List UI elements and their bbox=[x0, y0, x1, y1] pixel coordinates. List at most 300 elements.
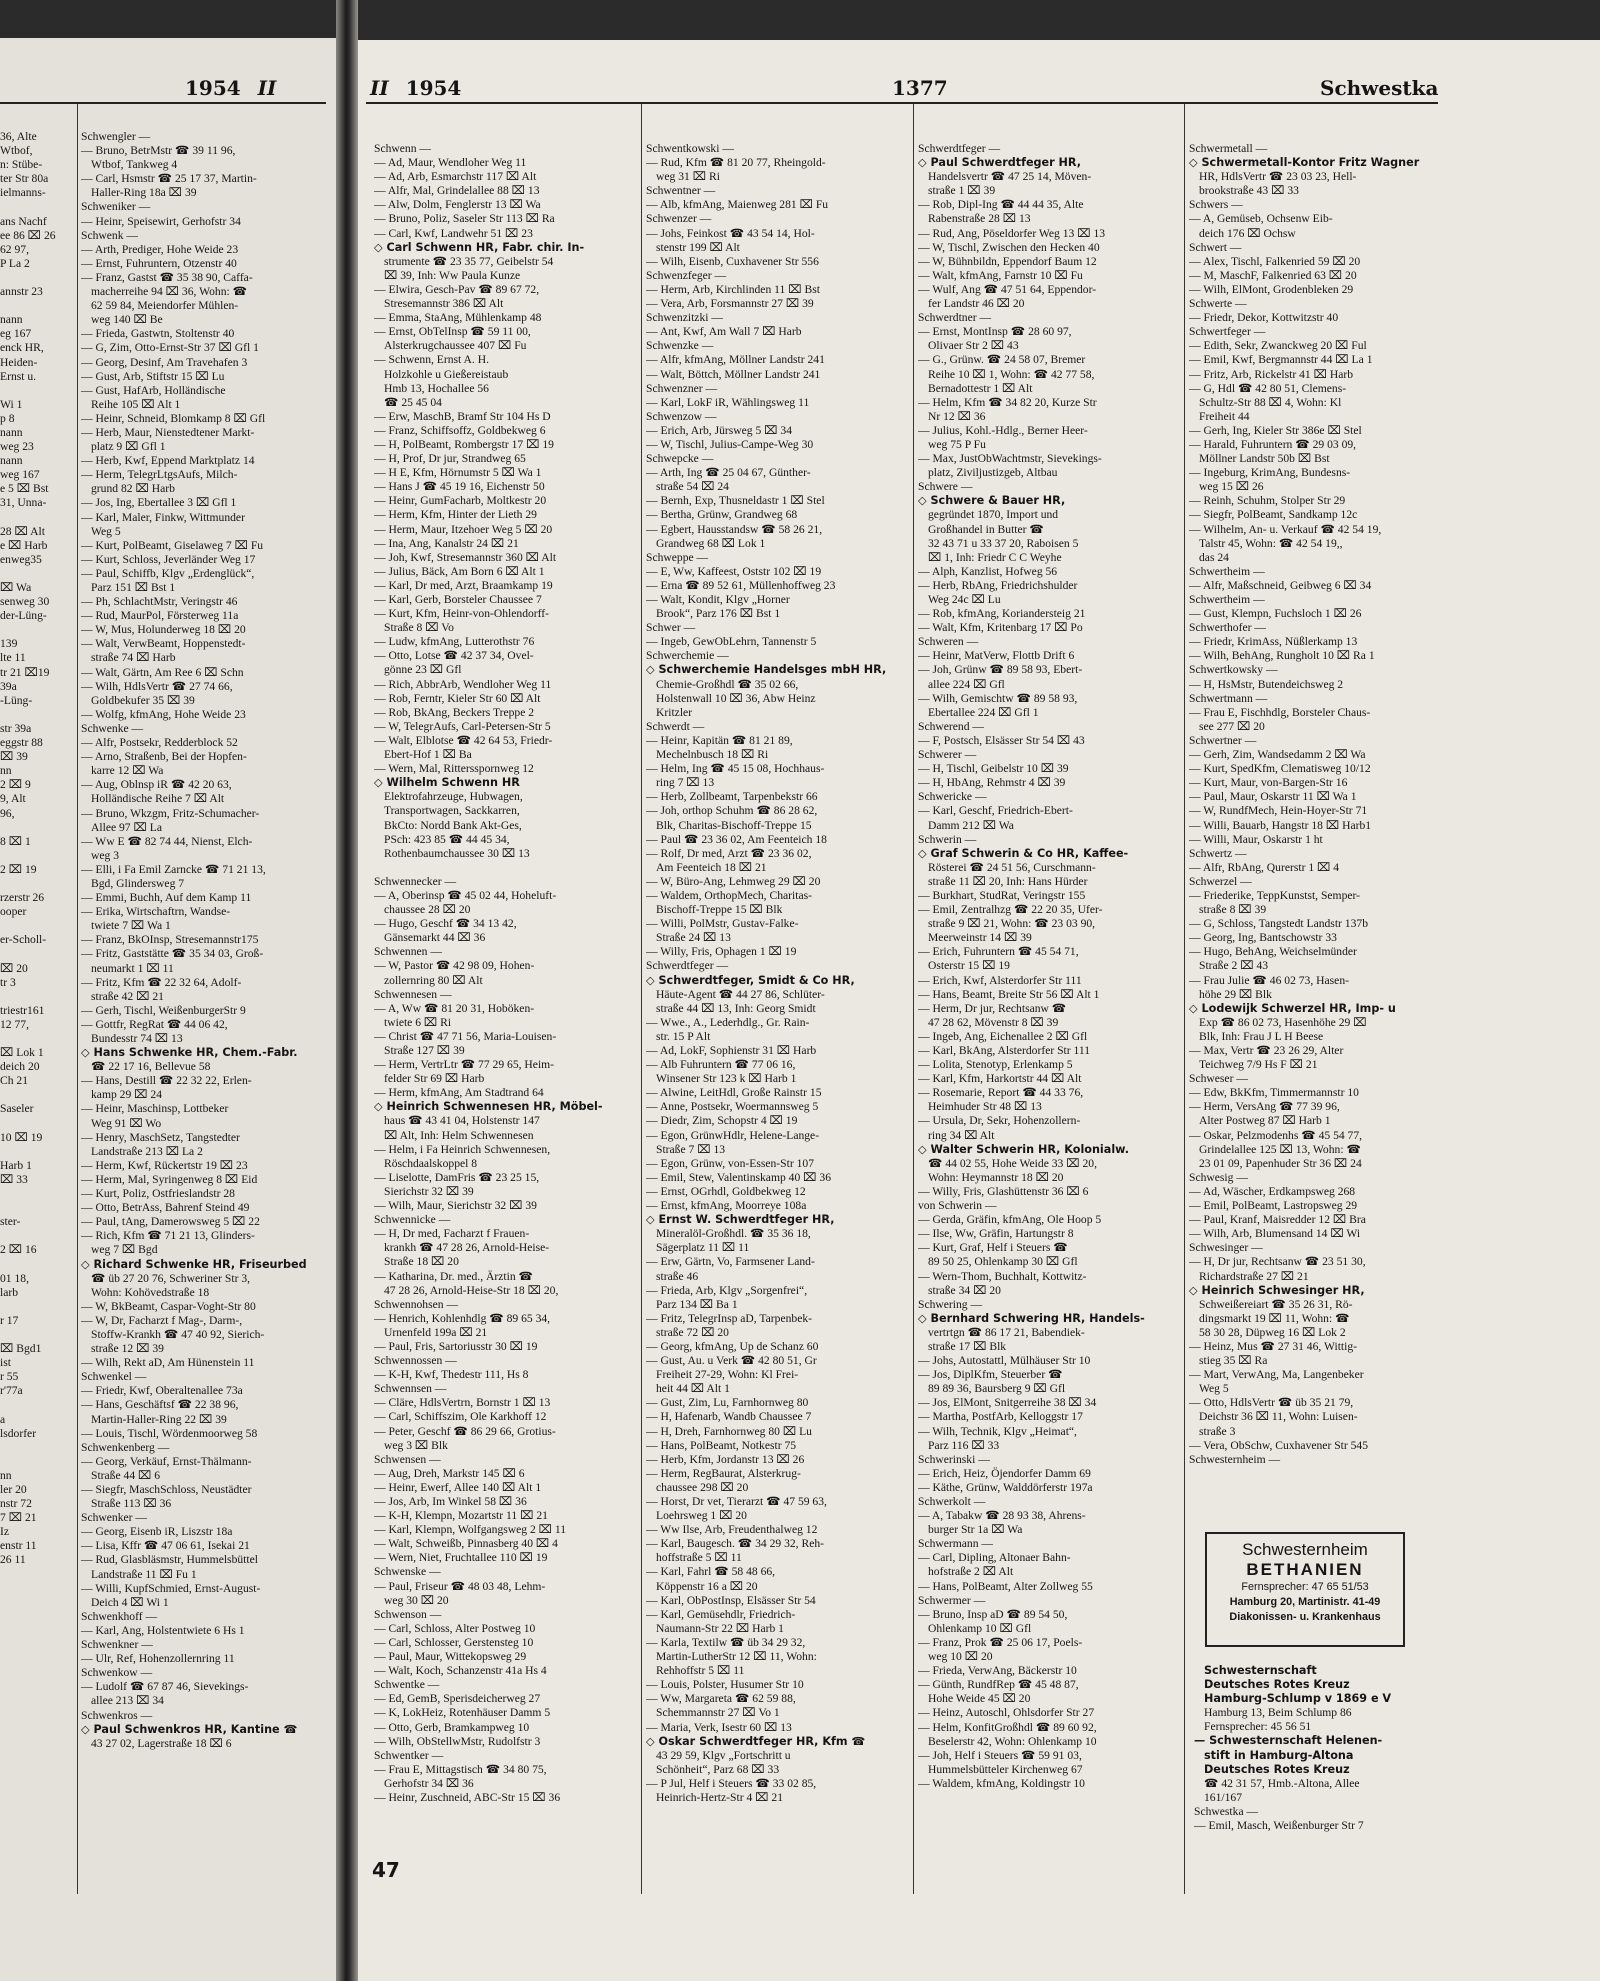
listing-line: — Alb, kfmAng, Maienweg 281 ⌧ Fu bbox=[646, 198, 829, 212]
listing-line: ee 86 ⌧ 26 bbox=[0, 228, 56, 242]
listing-line: Freiheit 44 bbox=[1199, 409, 1250, 423]
listing-line: — Walt, Kondit, Klgv „Horner bbox=[646, 593, 790, 606]
listing-line: Schwestka — bbox=[1194, 1804, 1259, 1818]
listing-line: straße 9 ⌧ 21, Wohn: ☎ 23 03 90, bbox=[928, 917, 1096, 931]
listing-line: nn bbox=[0, 764, 12, 778]
listing-line: — W, TelegrAufs, Carl-Petersen-Str 5 bbox=[374, 719, 551, 733]
listing-line: — Siegfr, MaschSchloss, Neustädter bbox=[81, 1483, 252, 1496]
listing-line bbox=[0, 1455, 73, 1469]
listing-line: — Friedr, Dekor, Kottwitzstr 40 bbox=[1189, 311, 1339, 325]
listing-line: 7 ⌧ 21 bbox=[0, 1511, 37, 1525]
listing-line: see 277 ⌧ 20 bbox=[1199, 719, 1265, 733]
left-header bbox=[185, 76, 276, 100]
listing-line: — Vera, ObSchw, Cuxhavener Str 545 bbox=[1189, 1438, 1369, 1452]
listing-line: Deich 4 ⌧ Wi 1 bbox=[91, 1595, 169, 1609]
listing-line: — Walt, kfmAng, Farnstr 10 ⌧ Fu bbox=[918, 268, 1083, 282]
listing-line: — Ad, Maur, Wendloher Weg 11 bbox=[374, 156, 527, 170]
listing-line: zollernring 80 ⌧ Alt bbox=[384, 973, 483, 987]
listing-line: Schwennecker — bbox=[374, 874, 457, 888]
listing-line: — Joh, Helf i Steuers ☎ 59 91 03, bbox=[918, 1748, 1082, 1762]
listing-line: — Burkhart, StudRat, Veringstr 155 bbox=[918, 888, 1086, 902]
listing-line: Schwerchemie — bbox=[646, 649, 729, 663]
listing-line: — Carl, Dipling, Altonaer Bahn- bbox=[918, 1551, 1071, 1565]
listing-line: — Otto, HdlsVertr ☎ üb 35 21 79, bbox=[1189, 1396, 1354, 1410]
listing-line: Bischoff-Treppe 15 ⌧ Blk bbox=[656, 903, 783, 917]
listing-line: — Arth, Prediger, Hohe Weide 23 bbox=[81, 242, 239, 256]
listing-line: 32 43 71 u 33 37 20, Raboisen 5 bbox=[928, 536, 1079, 550]
listing-line: Winsener Str 123 k ⌧ Harb 1 bbox=[656, 1072, 797, 1086]
listing-line: Alsterkrugchaussee 407 ⌧ Fu bbox=[384, 339, 527, 353]
listing-line: — Karl, Geschf, Friedrich-Ebert- bbox=[918, 804, 1073, 818]
listing-line: Straße 2 ⌧ 43 bbox=[1199, 959, 1269, 973]
listing-line: — Waldem, kfmAng, Koldingstr 10 bbox=[918, 1776, 1085, 1790]
listing-line: — Schwesternschaft Helenen- bbox=[1194, 1734, 1383, 1748]
listing-line: Weg 5 bbox=[1199, 1382, 1229, 1396]
right-header-left bbox=[370, 76, 461, 100]
listing-line: — Julius, Kohl.-Hdlg., Berner Heer- bbox=[918, 423, 1088, 437]
listing-line: straße 42 ⌧ 21 bbox=[91, 989, 164, 1003]
listing-line: Osterstr 15 ⌧ 19 bbox=[928, 959, 1010, 973]
listing-line: Schwers — bbox=[1189, 198, 1243, 212]
listing-line: — Herm, VertrLtr ☎ 77 29 65, Heim- bbox=[374, 1058, 555, 1072]
column-divider-1 bbox=[641, 104, 642, 1894]
listing-line: Bgd, Glindersweg 7 bbox=[91, 876, 185, 890]
listing-line bbox=[0, 1441, 73, 1455]
listing-line: — Willi, Bauarb, Hangstr 18 ⌧ Harb1 bbox=[1189, 818, 1372, 832]
listing-line: Haller-Ring 18a ⌧ 39 bbox=[91, 186, 197, 200]
listing-line: Am Feenteich 18 ⌧ 21 bbox=[656, 860, 767, 874]
listing-line: hoffstraße 5 ⌧ 11 bbox=[656, 1551, 742, 1565]
listing-line: — H, PolBeamt, Rombergstr 17 ⌧ 19 bbox=[374, 437, 554, 451]
ad-address: Hamburg 20, Martinistr. 41-49 bbox=[1229, 1596, 1381, 1608]
listing-line: — Georg, Desinf, Am Travehafen 3 bbox=[81, 355, 248, 369]
listing-line: — Egbert, Hausstandsw ☎ 58 26 21, bbox=[646, 522, 823, 536]
listing-line: Schweppe — bbox=[646, 550, 709, 564]
listing-line: — G, Zim, Otto-Ernst-Str 37 ⌧ Gfl 1 bbox=[81, 341, 259, 355]
listing-line: — Johs, Feinkost ☎ 43 54 14, Hol- bbox=[646, 226, 815, 240]
listing-line: — Herb, Zollbeamt, Tarpenbekstr 66 bbox=[646, 790, 818, 804]
listing-line: — Carl, Schloss, Alter Postweg 10 bbox=[374, 1621, 536, 1635]
listing-line: nann bbox=[0, 313, 23, 327]
listing-line: Freiheit 27-29, Wohn: Kl Frei- bbox=[656, 1368, 799, 1382]
right-header-part: II bbox=[370, 76, 389, 100]
listing-line: — Herb, Kwf, Eppend Marktplatz 14 bbox=[81, 454, 255, 468]
listing-line: Schwermer — bbox=[918, 1593, 986, 1607]
listing-line: ◇ Schwerdtfeger, Smidt & Co HR, bbox=[646, 973, 855, 987]
listing-line: — Emil, Stew, Valentinskamp 40 ⌧ 36 bbox=[646, 1170, 832, 1184]
listing-line: Schweren — bbox=[918, 635, 979, 649]
listing-line: Wtbof, Tankweg 4 bbox=[91, 158, 178, 172]
listing-line: — Helm, KonfitGroßhdl ☎ 89 60 92, bbox=[918, 1720, 1097, 1734]
left-column bbox=[81, 130, 331, 1751]
listing-line: Mechelnbusch 18 ⌧ Ri bbox=[656, 748, 769, 762]
listing-line: — Carl, Hsmstr ☎ 25 17 37, Martin- bbox=[81, 172, 257, 186]
listing-line: enck HR, bbox=[0, 341, 44, 355]
listing-line: — Ph, SchlachtMstr, Veringstr 46 bbox=[81, 595, 238, 609]
listing-line: — W, Bühnbildn, Eppendorf Baum 12 bbox=[918, 254, 1097, 268]
listing-line: stift in Hamburg-Altona bbox=[1204, 1748, 1354, 1762]
listing-line: Holstenwall 10 ⌧ 36, Abw Heinz bbox=[656, 691, 816, 705]
listing-line: — Alex, Tischl, Falkenried 59 ⌧ 20 bbox=[1189, 254, 1361, 268]
listing-line: neumarkt 1 ⌧ 11 bbox=[91, 961, 174, 975]
listing-line: Rothenbaumchaussee 30 ⌧ 13 bbox=[384, 846, 530, 860]
listing-line: — Carl, Schlosser, Gerstensteg 10 bbox=[374, 1635, 534, 1649]
listing-line: — Fritz, TelegrInsp aD, Tarpenbek- bbox=[646, 1311, 813, 1325]
listing-line: — Herb, RbAng, Friedrichshulder bbox=[918, 578, 1078, 592]
listing-line: — Otto, Gerb, Bramkampweg 10 bbox=[374, 1720, 530, 1734]
listing-line: Hummelsbütteler Kirchenweg 67 bbox=[928, 1762, 1083, 1776]
listing-line: — Gerda, Gräfin, kfmAng, Ole Hoop 5 bbox=[918, 1213, 1102, 1227]
listing-line: gönne 23 ⌧ Gfl bbox=[384, 663, 462, 677]
listing-line: — Wilh, Technik, Klgv „Heimat“, bbox=[918, 1424, 1077, 1438]
listing-line: Bundesstr 74 ⌧ 13 bbox=[91, 1032, 183, 1045]
listing-line: weg 30 ⌧ 20 bbox=[384, 1593, 449, 1607]
listing-line: er-Scholl- bbox=[0, 933, 47, 947]
listing-line: — Emil, Kwf, Bergmannstr 44 ⌧ La 1 bbox=[1189, 353, 1373, 367]
listing-line: — H, Dr jur, Rechtsanw ☎ 23 51 30, bbox=[1189, 1255, 1366, 1269]
listing-line: stieg 35 ⌧ Ra bbox=[1199, 1354, 1268, 1368]
listing-line: Rabenstraße 28 ⌧ 13 bbox=[928, 212, 1031, 226]
listing-line: — Max, JustObWachtmstr, Sievekings- bbox=[918, 452, 1102, 466]
listing-line: — H, Prof, Dr jur, Strandweg 65 bbox=[374, 452, 526, 466]
footer-mark: 47 bbox=[372, 1858, 400, 1882]
listing-line: — Ww Ilse, Arb, Freudenthalweg 12 bbox=[646, 1523, 818, 1537]
listing-line: ◇ Paul Schwerdtfeger HR, bbox=[918, 156, 1081, 170]
listing-line: — Rolf, Dr med, Arzt ☎ 23 36 02, bbox=[646, 846, 812, 860]
listing-line: — Hans J ☎ 45 19 16, Eichenstr 50 bbox=[374, 480, 545, 494]
listing-line: Schwenkow — bbox=[81, 1666, 153, 1680]
listing-line: — W, BkBeamt, Caspar-Voght-Str 80 bbox=[81, 1299, 256, 1313]
listing-line: Kritzler bbox=[656, 705, 693, 719]
listing-line: — W, Tischl, Zwischen den Hecken 40 bbox=[918, 240, 1100, 254]
listing-line: weg 75 P Fu bbox=[928, 437, 986, 451]
listing-line: — Ad, Wäscher, Erdkampsweg 268 bbox=[1189, 1184, 1356, 1198]
listing-line: — Alfr, kfmAng, Möllner Landstr 241 bbox=[646, 353, 825, 367]
listing-line: r 55 bbox=[0, 1370, 19, 1384]
listing-line: — Ingeb, GewObLehrn, Tannenstr 5 bbox=[646, 635, 817, 649]
listing-line: 31, Unna- bbox=[0, 496, 47, 510]
listing-line: Schwer — bbox=[646, 621, 696, 635]
listing-line: Möllner Landstr 50b ⌧ Bst bbox=[1199, 452, 1330, 466]
listing-line: twiete 6 ⌧ Ri bbox=[384, 1015, 452, 1029]
listing-line: — Willi, PolMstr, Gustav-Falke- bbox=[646, 917, 799, 931]
listing-line: strumente ☎ 23 35 77, Geibelstr 54 bbox=[384, 254, 554, 268]
listing-line: Schwesig — bbox=[1189, 1170, 1248, 1184]
listing-line: — Erika, Wirtschaftrn, Wandse- bbox=[81, 905, 231, 919]
listing-line bbox=[374, 861, 636, 875]
listing-line: Hamburg 13, Beim Schlump 86 bbox=[1204, 1706, 1352, 1720]
listing-line: Schwennohsen — bbox=[374, 1297, 459, 1311]
listing-line: — Heinr, Kapitän ☎ 81 21 89, bbox=[646, 733, 793, 747]
listing-line: — W, Pastor ☎ 42 98 09, Hohen- bbox=[374, 959, 535, 973]
listing-line: ◇ Heinrich Schwesinger HR, bbox=[1189, 1283, 1365, 1297]
listing-line: — Cläre, HdlsVertrn, Bornstr 1 ⌧ 13 bbox=[374, 1396, 551, 1410]
listing-line: Grandweg 68 ⌧ Lok 1 bbox=[656, 536, 766, 550]
listing-line: Schultz-Str 88 ⌧ 4, Wohn: Kl bbox=[1199, 395, 1342, 409]
listing-line: Saseler bbox=[0, 1102, 34, 1116]
listing-line: — Herm, kfmAng, Am Stadtrand 64 bbox=[374, 1086, 544, 1100]
listing-line: ◇ Ernst W. Schwerdtfeger HR, bbox=[646, 1213, 835, 1227]
listing-line: — Wilh, Eisenb, Cuxhavener Str 556 bbox=[646, 254, 819, 268]
listing-line: Schwentke — bbox=[374, 1678, 440, 1692]
listing-line: — Edith, Sekr, Zwanckweg 20 ⌧ Ful bbox=[1189, 339, 1367, 353]
listing-line: — Elli, i Fa Emil Zarncke ☎ 71 21 13, bbox=[81, 862, 266, 876]
listing-line: Rösterei ☎ 24 51 56, Curschmann- bbox=[928, 860, 1096, 874]
listing-line bbox=[0, 1328, 73, 1342]
listing-line: ler 20 bbox=[0, 1483, 27, 1496]
listing-line: ooper bbox=[0, 905, 27, 919]
page-number: 1377 bbox=[892, 76, 948, 100]
listing-line: Schemmannstr 27 ⌧ Vo 1 bbox=[656, 1706, 780, 1720]
listing-line: Schwertner — bbox=[1189, 733, 1257, 747]
listing-line: — Rich, AbbrArb, Wendloher Weg 11 bbox=[374, 677, 552, 691]
listing-line: Schwering — bbox=[918, 1297, 983, 1311]
listing-line: — Reinh, Schuhm, Stolper Str 29 bbox=[1189, 494, 1346, 508]
listing-line: Wohn: Kohövedstraße 18 bbox=[91, 1285, 210, 1299]
listing-line: höhe 29 ⌧ Blk bbox=[1199, 987, 1272, 1001]
listing-line: Parz 151 ⌧ Bst 1 bbox=[91, 581, 176, 594]
listing-line: — Käthe, Grünw, Walddörferstr 197a bbox=[918, 1480, 1093, 1494]
listing-line: — Wilhelm, An- u. Verkauf ☎ 42 54 19, bbox=[1189, 522, 1382, 536]
listing-line: — Heinr, Maschinsp, Lottbeker bbox=[81, 1102, 229, 1116]
listing-line: — Ww E ☎ 82 74 44, Nienst, Elch- bbox=[81, 834, 253, 848]
listing-line bbox=[0, 990, 73, 1004]
listing-line: — Ilse, Ww, Gräfin, Hartungstr 8 bbox=[918, 1227, 1074, 1241]
listing-line: Schwerzel — bbox=[1189, 874, 1252, 888]
listing-line: P La 2 bbox=[0, 256, 30, 270]
listing-line: weg 167 bbox=[0, 468, 40, 482]
listing-line: — Karla, Textilw ☎ üb 34 29 32, bbox=[646, 1635, 806, 1649]
listing-line: Sägerplatz 11 ⌧ 11 bbox=[656, 1241, 750, 1255]
listing-line: Schwertheim — bbox=[1189, 564, 1265, 578]
listing-line: — Herm, Maur, Itzehoer Weg 5 ⌧ 20 bbox=[374, 522, 553, 536]
listing-line: — Henry, MaschSetz, Tangstedter bbox=[81, 1130, 240, 1144]
listing-line: — Wern, Niet, Fruchtallee 110 ⌧ 19 bbox=[374, 1551, 548, 1565]
listing-line: — Waldem, OrthopMech, Charitas- bbox=[646, 888, 812, 902]
listing-line: — Lolita, Stenotyp, Erlenkamp 5 bbox=[918, 1058, 1073, 1072]
listing-line: ⌧ 33 bbox=[0, 1172, 28, 1186]
listing-line: annstr 23 bbox=[0, 285, 43, 299]
listing-line: Landstraße 213 ⌧ La 2 bbox=[91, 1144, 203, 1158]
listing-line bbox=[0, 1117, 73, 1131]
ad-name: BETHANIEN bbox=[1246, 1560, 1364, 1579]
listing-line: — Georg, Ing, Bantschowstr 33 bbox=[1189, 931, 1337, 945]
listing-line: Schwennicke — bbox=[374, 1213, 451, 1227]
listing-line: Schwenkel — bbox=[81, 1370, 147, 1384]
listing-line: — Max, Vertr ☎ 23 26 29, Alter bbox=[1189, 1044, 1344, 1057]
listing-line: — G., Grünw. ☎ 24 58 07, Bremer bbox=[918, 353, 1086, 367]
listing-line: — Harald, Fuhruntern ☎ 29 03 09, bbox=[1189, 437, 1357, 451]
listing-line: — Karl, Baugesch. ☎ 34 29 32, Reh- bbox=[646, 1537, 825, 1551]
listing-line: — Gust, Zim, Lu, Farnhornweg 80 bbox=[646, 1396, 809, 1410]
listing-line: ⌧ 39 bbox=[0, 750, 28, 764]
listing-line: ◇ Richard Schwenke HR, Friseurbed bbox=[81, 1257, 307, 1271]
listing-line: — Hugo, Geschf ☎ 34 13 42, bbox=[374, 917, 517, 931]
left-column-divider bbox=[77, 104, 78, 1894]
listing-line: — Alw, Dolm, Fenglerstr 13 ⌧ Wa bbox=[374, 198, 541, 212]
listing-line: Martin-Haller-Ring 22 ⌧ 39 bbox=[91, 1412, 227, 1426]
listing-line: — H, Hafenarb, Wandb Chaussee 7 bbox=[646, 1410, 812, 1424]
listing-line: deich 20 bbox=[0, 1060, 40, 1074]
listing-line: — Paul, tAng, Damerowsweg 5 ⌧ 22 bbox=[81, 1215, 260, 1229]
listing-line: — Gust, Arb, Stiftstr 15 ⌧ Lu bbox=[81, 369, 225, 383]
listing-line: — Wilh, Maur, Sierichstr 32 ⌧ 39 bbox=[374, 1199, 537, 1213]
listing-line: — W, Mus, Holunderweg 18 ⌧ 20 bbox=[81, 623, 246, 637]
listing-line: — Bruno, Insp aD ☎ 89 54 50, bbox=[918, 1607, 1068, 1621]
listing-line: — Bruno, Poliz, Saseler Str 113 ⌧ Ra bbox=[374, 212, 555, 226]
listing-line: 89 89 36, Baursberg 9 ⌧ Gfl bbox=[928, 1382, 1066, 1396]
listing-line: Naumann-Str 22 ⌧ Harb 1 bbox=[656, 1621, 784, 1635]
right-page bbox=[358, 40, 1600, 1981]
listing-line: stenstr 199 ⌧ Alt bbox=[656, 240, 740, 254]
listing-line: — Kurt, Graf, Helf i Steuers ☎ bbox=[918, 1241, 1068, 1255]
listing-line: Alter Postweg 87 ⌧ Harb 1 bbox=[1199, 1114, 1331, 1128]
listing-line: Schwermann — bbox=[918, 1537, 994, 1551]
listing-line: — Wilh, Rekt aD, Am Hünenstein 11 bbox=[81, 1356, 255, 1370]
listing-line: — G, Schloss, Tangstedt Landstr 137b bbox=[1189, 917, 1368, 931]
listing-line: — Oskar, Pelzmodenhs ☎ 45 54 77, bbox=[1189, 1128, 1363, 1142]
listing-line: — Wilh, ObStellwMstr, Rudolfstr 3 bbox=[374, 1734, 541, 1748]
listing-line: Deutsches Rotes Kreuz bbox=[1204, 1678, 1350, 1692]
listing-line: straße 17 ⌧ Blk bbox=[928, 1339, 1007, 1353]
listing-line: — Emil, Masch, Weißenburger Str 7 bbox=[1194, 1819, 1364, 1833]
listing-line: — Rud, Glasbläsmstr, Hummelsbüttel bbox=[81, 1553, 258, 1567]
listing-line: ◇ Schwere & Bauer HR, bbox=[918, 494, 1066, 508]
listing-line bbox=[0, 947, 73, 961]
listing-line: straße 54 ⌧ 24 bbox=[656, 480, 729, 494]
listing-line: 36, Alte bbox=[0, 130, 37, 143]
listing-line: — Wilh, Arb, Blumensand 14 ⌧ Wi bbox=[1189, 1227, 1361, 1241]
listing-line: Blk, Charitas-Bischoff-Treppe 15 bbox=[656, 818, 812, 832]
listing-line: kamp 29 ⌧ 24 bbox=[91, 1088, 163, 1102]
right-column-1 bbox=[374, 142, 636, 1805]
listing-line: — Herm, VersAng ☎ 77 39 96, bbox=[1189, 1100, 1340, 1114]
listing-line: — Heinz, Mus ☎ 27 31 46, Wittig- bbox=[1189, 1339, 1358, 1353]
listing-line: chaussee 298 ⌧ 20 bbox=[656, 1480, 749, 1494]
listing-line: str. 15 P Alt bbox=[656, 1029, 711, 1043]
listing-line: — K-H, Kwf, Thedestr 111, Hs 8 bbox=[374, 1368, 529, 1382]
listing-line: Brook“, Parz 176 ⌧ Bst 1 bbox=[656, 607, 781, 621]
listing-line: — Liselotte, DamFris ☎ 23 25 15, bbox=[374, 1170, 540, 1184]
listing-line: Schwertmann — bbox=[1189, 691, 1268, 705]
right-column-4 bbox=[1189, 142, 1451, 1467]
listing-line: a bbox=[0, 1412, 6, 1426]
listing-line: 2 ⌧ 16 bbox=[0, 1243, 37, 1257]
listing-line: Deutsches Rotes Kreuz bbox=[1204, 1762, 1350, 1776]
listing-line: ◇ Paul Schwenkros HR, Kantine ☎ bbox=[81, 1722, 298, 1736]
listing-line: ⌧ 39, Inh: Ww Paula Kunze bbox=[384, 268, 521, 282]
listing-line: — Maria, Verk, Isestr 60 ⌧ 13 bbox=[646, 1720, 792, 1734]
bethanien-advertisement bbox=[1205, 1532, 1405, 1647]
listing-line: — Wilh, HdlsVertr ☎ 27 74 66, bbox=[81, 679, 233, 693]
listing-line: — W, Dr, Facharzt f Mag-, Darm-, bbox=[81, 1313, 243, 1327]
listing-line: — Henrich, Kohlenhdlg ☎ 89 65 34, bbox=[374, 1311, 551, 1325]
listing-line: ◇ Heinrich Schwennesen HR, Möbel- bbox=[374, 1100, 603, 1114]
listing-line: — Kurt, Kfm, Heinr-von-Ohlendorff- bbox=[374, 607, 550, 621]
left-header-year: 1954 bbox=[185, 76, 241, 100]
listing-line: der-Lüng- bbox=[0, 609, 47, 623]
listing-line: — Paul, Friseur ☎ 48 03 48, Lehm- bbox=[374, 1579, 546, 1593]
listing-line: ☎ 44 02 55, Hohe Weide 33 ⌧ 20, bbox=[928, 1156, 1097, 1170]
listing-line: allee 224 ⌧ Gfl bbox=[928, 677, 1005, 691]
listing-line: ring 34 ⌧ Alt bbox=[928, 1128, 995, 1142]
listing-line: Transportwagen, Sackkarren, bbox=[384, 804, 520, 818]
listing-line: — Rob, Dipl-Ing ☎ 44 44 35, Alte bbox=[918, 198, 1084, 212]
listing-line: — Herm, Kwf, Rückertstr 19 ⌧ 23 bbox=[81, 1158, 248, 1172]
listing-line: Schwermetall — bbox=[1189, 142, 1268, 155]
listing-line: — G, Hdl ☎ 42 80 51, Clemens- bbox=[1189, 381, 1347, 395]
listing-line: Weg 5 bbox=[91, 524, 121, 538]
listing-line: — Jos, ElMont, Snitgerreihe 38 ⌧ 34 bbox=[918, 1396, 1097, 1410]
listing-line: — Alfr, Postsekr, Redderblock 52 bbox=[81, 736, 238, 750]
listing-line: — Peter, Geschf ☎ 86 29 66, Grotius- bbox=[374, 1424, 556, 1438]
listing-line: — Rob, Ferntr, Kieler Str 60 ⌧ Alt bbox=[374, 691, 541, 705]
listing-line: Häute-Agent ☎ 44 27 86, Schlüter- bbox=[656, 987, 825, 1001]
listing-line: Schwenkner — bbox=[81, 1638, 153, 1652]
listing-line: — Herm, Mal, Syringenweg 8 ⌧ Eid bbox=[81, 1172, 258, 1186]
listing-line: — Wulf, Ang ☎ 47 51 64, Eppendor- bbox=[918, 282, 1097, 296]
listing-line: — H, HbAng, Rehmstr 4 ⌧ 39 bbox=[918, 776, 1066, 790]
listing-line: 43 27 02, Lagerstraße 18 ⌧ 6 bbox=[91, 1736, 232, 1750]
listing-line: chaussee 28 ⌧ 20 bbox=[384, 903, 471, 917]
listing-line: — Gerh, Ing, Kieler Str 386e ⌧ Stel bbox=[1189, 423, 1362, 437]
listing-line: — H E, Kfm, Hörnumstr 5 ⌧ Wa 1 bbox=[374, 466, 542, 480]
listing-line: Handelsvertr ☎ 47 25 14, Möven- bbox=[928, 170, 1092, 184]
listing-line: 89 50 25, Ohlenkamp 30 ⌧ Gfl bbox=[928, 1255, 1078, 1269]
listing-line: straße 3 bbox=[1199, 1424, 1236, 1438]
listing-line: straße 46 bbox=[656, 1269, 699, 1283]
listing-line: — Vera, Arb, Forsmannstr 27 ⌧ 39 bbox=[646, 297, 814, 311]
running-head: Schwestka bbox=[1320, 76, 1439, 100]
listing-line: Schwericke — bbox=[918, 790, 987, 804]
listing-line: Martin-LutherStr 12 ⌧ 11, Wohn: bbox=[656, 1650, 817, 1664]
listing-line: — Helm, i Fa Heinrich Schwennesen, bbox=[374, 1142, 551, 1156]
listing-line: macherreihe 94 ⌧ 36, Wohn: ☎ bbox=[91, 285, 248, 299]
listing-line: r 17 bbox=[0, 1313, 19, 1327]
listing-line: — Herm, TelegrLtgsAufs, Milch- bbox=[81, 468, 238, 482]
listing-line: — Hans, PolBeamt, Alter Zollweg 55 bbox=[918, 1579, 1093, 1593]
right-column-4-after-ad bbox=[1194, 1664, 1456, 1833]
listing-line: felder Str 69 ⌧ Harb bbox=[384, 1072, 485, 1086]
listing-line: weg 3 ⌧ Blk bbox=[384, 1438, 448, 1452]
listing-line: — H, Dreh, Farnhornweg 80 ⌧ Lu bbox=[646, 1424, 812, 1438]
listing-line: straße 11 ⌧ 20, Inh: Hans Hürder bbox=[928, 874, 1088, 888]
listing-line: straße 8 ⌧ 39 bbox=[1199, 903, 1267, 917]
listing-line: — Rosemarie, Report ☎ 44 33 76, bbox=[918, 1086, 1084, 1100]
listing-line: — Alb Fuhruntern ☎ 77 06 16, bbox=[646, 1058, 796, 1072]
listing-line: -Lüng- bbox=[0, 693, 33, 707]
listing-line: Schwenke — bbox=[81, 721, 144, 735]
listing-line: — Karl, ObPostInsp, Elsässer Str 54 bbox=[646, 1593, 816, 1607]
listing-line: — Ant, Kwf, Am Wall 7 ⌧ Harb bbox=[646, 325, 802, 339]
listing-line: haus ☎ 43 41 04, Holstenstr 147 bbox=[384, 1114, 540, 1128]
listing-line: Schwere — bbox=[918, 480, 973, 494]
listing-line: — H, Tischl, Geibelstr 10 ⌧ 39 bbox=[918, 762, 1069, 776]
listing-line: Landstraße 11 ⌧ Fu 1 bbox=[91, 1567, 197, 1581]
listing-line: — Frieda, Arb, Klgv „Sorgenfrei“, bbox=[646, 1283, 808, 1297]
listing-line: Schwerdt — bbox=[646, 719, 705, 733]
listing-line: ⌧ 20 bbox=[0, 961, 28, 975]
listing-line: Schwenkhoff — bbox=[81, 1609, 158, 1623]
listing-line: eggstr 88 bbox=[0, 736, 43, 750]
listing-line: — Ludolf ☎ 67 87 46, Sievekings- bbox=[81, 1680, 249, 1694]
listing-line: Loehrsweg 1 ⌧ 20 bbox=[656, 1509, 747, 1523]
listing-line: — Paul ☎ 23 36 02, Am Feenteich 18 bbox=[646, 832, 827, 846]
listing-line: — Franz, Prok ☎ 25 06 17, Poels- bbox=[918, 1635, 1083, 1649]
right-header-year: 1954 bbox=[405, 76, 462, 100]
listing-line: — Wolfg, kfmAng, Hohe Weide 23 bbox=[81, 707, 246, 721]
listing-line: — Jos, DiplKfm, Steuerber ☎ bbox=[918, 1368, 1063, 1382]
